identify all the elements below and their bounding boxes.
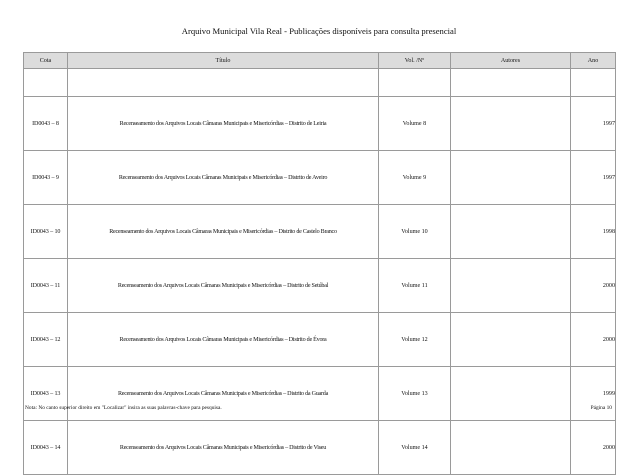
footer-note: Nota: No canto superior direito em "Localizar" insira as suas palavras-chave para pesquisa. [25, 405, 222, 411]
header-vol: Vol. /Nº [379, 53, 451, 69]
empty-cell [451, 69, 571, 97]
cell-cota: ID0043 – 9 [24, 151, 68, 205]
table-row [24, 259, 616, 313]
cell-titulo: Recenseamento dos Arquivos Locais Câmaras Municipais e Misericórdias – Distrito de Leiria [68, 97, 379, 151]
cell-autores [451, 313, 571, 367]
cell-vol: Volume 8 [379, 97, 451, 151]
cell-titulo: Recenseamento dos Arquivos Locais Câmaras Municipais e Misericórdias – Distrito de Viseu [68, 421, 379, 475]
page-number: Página 10 [590, 405, 612, 411]
cell-ano: 1999 [571, 367, 616, 421]
cell-titulo: Recenseamento dos Arquivos Locais Câmaras Municipais e Misericórdias – Distrito de Setúbal [68, 259, 379, 313]
cell-cota: ID0043 – 12 [24, 313, 68, 367]
cell-vol: Volume 11 [379, 259, 451, 313]
empty-cell [68, 69, 379, 97]
table-row [24, 205, 616, 259]
cell-ano: 1997 [571, 97, 616, 151]
empty-cell [379, 69, 451, 97]
empty-cell [24, 69, 68, 97]
cell-autores [451, 205, 571, 259]
cell-titulo: Recenseamento dos Arquivos Locais Câmaras Municipais e Misericórdias – Distrito de Castelo Branco [68, 205, 379, 259]
table-header-row [24, 53, 616, 69]
cell-cota: ID0043 – 10 [24, 205, 68, 259]
cell-vol: Volume 10 [379, 205, 451, 259]
cell-ano: 2000 [571, 421, 616, 475]
page-footer [23, 403, 615, 413]
header-autores: Autores [451, 53, 571, 69]
cell-titulo: Recenseamento dos Arquivos Locais Câmaras Municipais e Misericórdias – Distrito da Guarda [68, 367, 379, 421]
cell-titulo: Recenseamento dos Arquivos Locais Câmaras Municipais e Misericórdias – Distrito de Évora [68, 313, 379, 367]
cell-vol: Volume 13 [379, 367, 451, 421]
cell-autores [451, 421, 571, 475]
table-row [24, 313, 616, 367]
cell-vol: Volume 9 [379, 151, 451, 205]
cell-autores [451, 151, 571, 205]
cell-autores [451, 259, 571, 313]
table-row [24, 97, 616, 151]
cell-ano: 2000 [571, 313, 616, 367]
table-row [24, 151, 616, 205]
header-cota: Cota [24, 53, 68, 69]
header-ano: Ano [571, 53, 616, 69]
cell-autores [451, 97, 571, 151]
empty-cell [571, 69, 616, 97]
cell-ano: 2000 [571, 259, 616, 313]
empty-row [24, 69, 616, 97]
cell-titulo: Recenseamento dos Arquivos Locais Câmaras Municipais e Misericórdias – Distrito de Aveiro [68, 151, 379, 205]
page-title: Arquivo Municipal Vila Real - Publicações disponíveis para consulta presencial [181, 26, 457, 36]
cell-cota: ID0043 – 14 [24, 421, 68, 475]
cell-ano: 1997 [571, 151, 616, 205]
table-row [24, 421, 616, 475]
header-titulo: Título [68, 53, 379, 69]
cell-ano: 1998 [571, 205, 616, 259]
cell-cota: ID0043 – 13 [24, 367, 68, 421]
cell-vol: Volume 14 [379, 421, 451, 475]
cell-cota: ID0043 – 8 [24, 97, 68, 151]
cell-cota: ID0043 – 11 [24, 259, 68, 313]
cell-vol: Volume 12 [379, 313, 451, 367]
